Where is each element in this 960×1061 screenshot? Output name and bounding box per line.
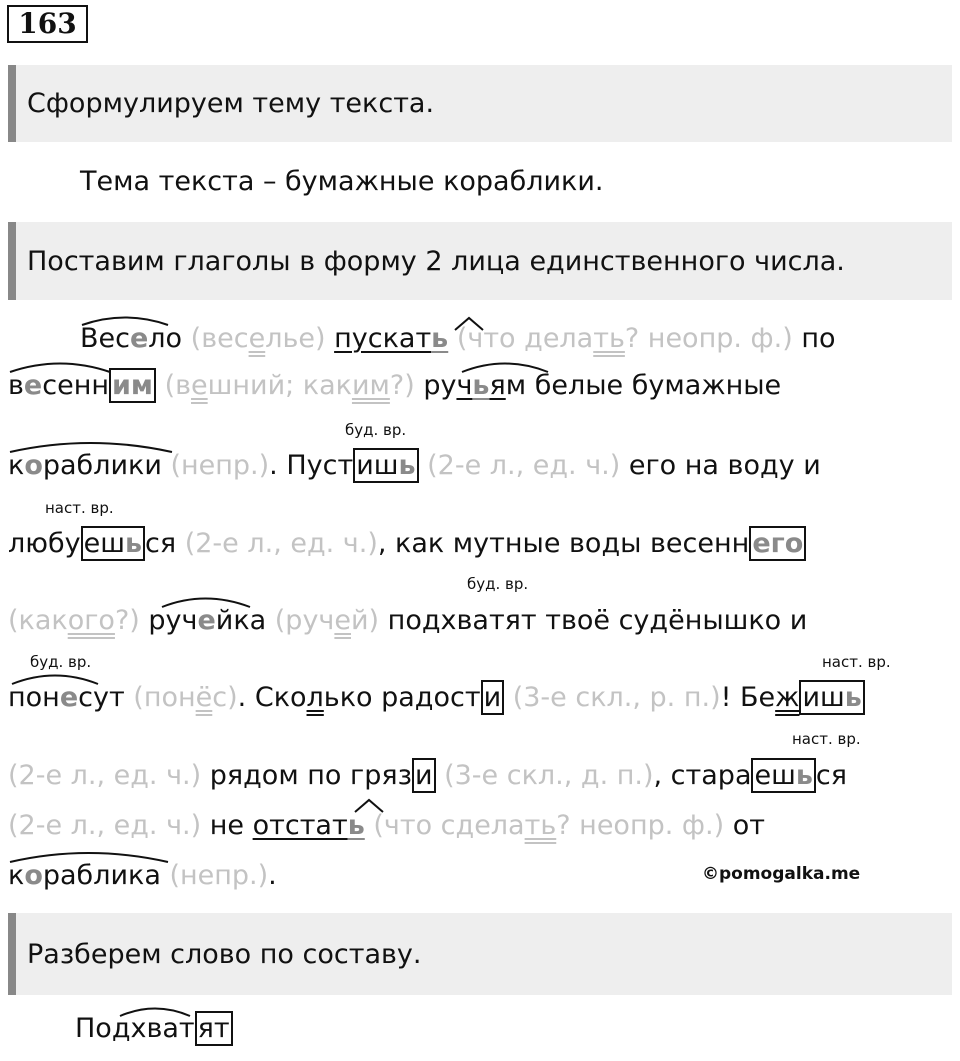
word: руч bbox=[148, 605, 198, 636]
word: по bbox=[792, 323, 836, 354]
ending-box: его bbox=[749, 526, 806, 561]
word: Вес bbox=[80, 323, 130, 354]
vowel-mark: о bbox=[24, 450, 43, 481]
word: , как мутные воды весенн bbox=[377, 528, 750, 559]
suffix-mark: ь bbox=[347, 810, 365, 841]
word: ько радост bbox=[323, 682, 481, 713]
tense-note: буд. вр. bbox=[467, 575, 529, 593]
gloss: (что дела bbox=[448, 323, 594, 354]
ending-box: ешь bbox=[751, 758, 815, 793]
root-arc bbox=[10, 853, 168, 862]
word: ! Бе bbox=[720, 682, 776, 713]
soft-sign-mark: ь bbox=[472, 370, 490, 401]
gloss-vowel: ё bbox=[195, 682, 213, 713]
word: ру bbox=[423, 370, 457, 401]
vowel-mark: е bbox=[197, 605, 216, 636]
gloss: й) bbox=[351, 605, 380, 636]
gloss: (2-е л., ед. ч.) bbox=[418, 450, 621, 481]
tense-note: буд. вр. bbox=[30, 653, 92, 671]
root-arc bbox=[10, 443, 172, 452]
root-arc bbox=[12, 676, 98, 685]
tense-note: наст. вр. bbox=[792, 730, 861, 748]
predicate-word: отстат bbox=[252, 810, 348, 841]
ending-box: и bbox=[412, 758, 436, 793]
root-arc bbox=[82, 318, 168, 326]
gloss: (2-е л., ед. ч.) bbox=[176, 528, 378, 559]
gloss: (2-е л., ед. ч.) bbox=[8, 760, 202, 791]
word: сут bbox=[78, 682, 125, 713]
word: раблика bbox=[42, 860, 161, 891]
gloss: ? неопр. ф.) bbox=[556, 810, 725, 841]
word-root: Подхват bbox=[75, 1013, 195, 1044]
tense-note: буд. вр. bbox=[345, 421, 407, 439]
word: к bbox=[8, 860, 25, 891]
word: йка bbox=[215, 605, 267, 636]
word: от bbox=[724, 810, 765, 841]
root-arc bbox=[120, 1009, 190, 1017]
ending-box: им bbox=[109, 368, 156, 403]
gloss: (3-е скл., д. п.) bbox=[435, 760, 654, 791]
heading-text: Разберем слово по составу. bbox=[27, 938, 422, 970]
ending-box: ишь bbox=[799, 680, 864, 715]
gloss: ? неопр. ф.) bbox=[624, 323, 793, 354]
word: . bbox=[268, 860, 277, 891]
vowel-mark: е bbox=[59, 682, 79, 713]
word: его на воду и bbox=[620, 450, 821, 481]
gloss: (2-е л., ед. ч.) bbox=[8, 810, 202, 841]
gloss: (как bbox=[8, 605, 68, 636]
gloss-ending: им bbox=[351, 370, 390, 401]
gloss-mark: ть bbox=[524, 810, 557, 841]
ending-box: и bbox=[481, 680, 505, 715]
word: ся bbox=[815, 760, 847, 791]
word: пон bbox=[8, 682, 60, 713]
task-number: 163 bbox=[7, 5, 88, 43]
ending-box: ишь bbox=[353, 448, 418, 483]
consonant-mark: ж bbox=[775, 682, 800, 713]
word: рядом по гряз bbox=[201, 760, 412, 791]
word: любу bbox=[8, 528, 81, 559]
gloss: (3-е скл., р. п.) bbox=[504, 682, 721, 713]
gloss: ?) bbox=[389, 370, 424, 401]
word: ло bbox=[148, 323, 183, 354]
suffix-mark: ь bbox=[431, 323, 449, 354]
vowel-mark: о bbox=[24, 860, 43, 891]
word: подхватят твоё судёнышко и bbox=[379, 605, 808, 636]
root-arc bbox=[462, 364, 548, 373]
vowel-mark: я bbox=[489, 370, 506, 401]
gloss-vowel: е bbox=[191, 370, 208, 401]
gloss: (непр.) bbox=[161, 450, 270, 481]
gloss-ending: ого bbox=[67, 605, 115, 636]
word: в bbox=[8, 370, 24, 401]
gloss: (в bbox=[156, 370, 192, 401]
gloss: шний; как bbox=[207, 370, 352, 401]
word: ся bbox=[145, 528, 177, 559]
watermark: ©pomogalka.me bbox=[702, 864, 861, 884]
gloss: (что сдела bbox=[364, 810, 525, 841]
tense-note: наст. вр. bbox=[45, 499, 114, 517]
ending-box: ят bbox=[195, 1011, 233, 1046]
gloss: (непр.) bbox=[160, 860, 269, 891]
word: . Пуст bbox=[269, 450, 354, 481]
word: белые бумажные bbox=[526, 370, 782, 401]
gloss: (пон bbox=[124, 682, 196, 713]
consonant-mark: ч bbox=[456, 370, 473, 401]
heading-text: Сформулируем тему текста. bbox=[27, 88, 435, 119]
gloss: с) bbox=[212, 682, 238, 713]
gloss: (вес bbox=[182, 323, 249, 354]
gloss: (руч bbox=[266, 605, 335, 636]
word: , стара bbox=[653, 760, 752, 791]
root-arc bbox=[10, 364, 110, 373]
consonant-mark: л bbox=[306, 682, 324, 713]
heading-text: Поставим глаголы в форму 2 лица единственного числа. bbox=[27, 245, 845, 277]
gloss: ?) bbox=[114, 605, 149, 636]
theme-answer: Тема текста – бумажные кораблики. bbox=[80, 166, 604, 197]
word: раблики bbox=[42, 450, 162, 481]
tense-note: наст. вр. bbox=[822, 653, 891, 671]
vowel-mark: е bbox=[129, 323, 149, 354]
root-arc bbox=[162, 599, 250, 608]
word: м bbox=[505, 370, 527, 401]
predicate-word: пускат bbox=[334, 323, 432, 354]
gloss: лье) bbox=[265, 323, 335, 354]
suffix-cap bbox=[455, 318, 483, 330]
gloss-mark: ть bbox=[593, 323, 625, 354]
word: не bbox=[201, 810, 253, 841]
vowel-mark: е bbox=[23, 370, 43, 401]
ending-box: ешь bbox=[81, 526, 145, 561]
word: сенн bbox=[42, 370, 109, 401]
word: к bbox=[8, 450, 25, 481]
suffix-cap bbox=[355, 800, 383, 812]
gloss-vowel: е bbox=[248, 323, 266, 354]
gloss-vowel: е bbox=[334, 605, 351, 636]
word: . Ско bbox=[237, 682, 307, 713]
